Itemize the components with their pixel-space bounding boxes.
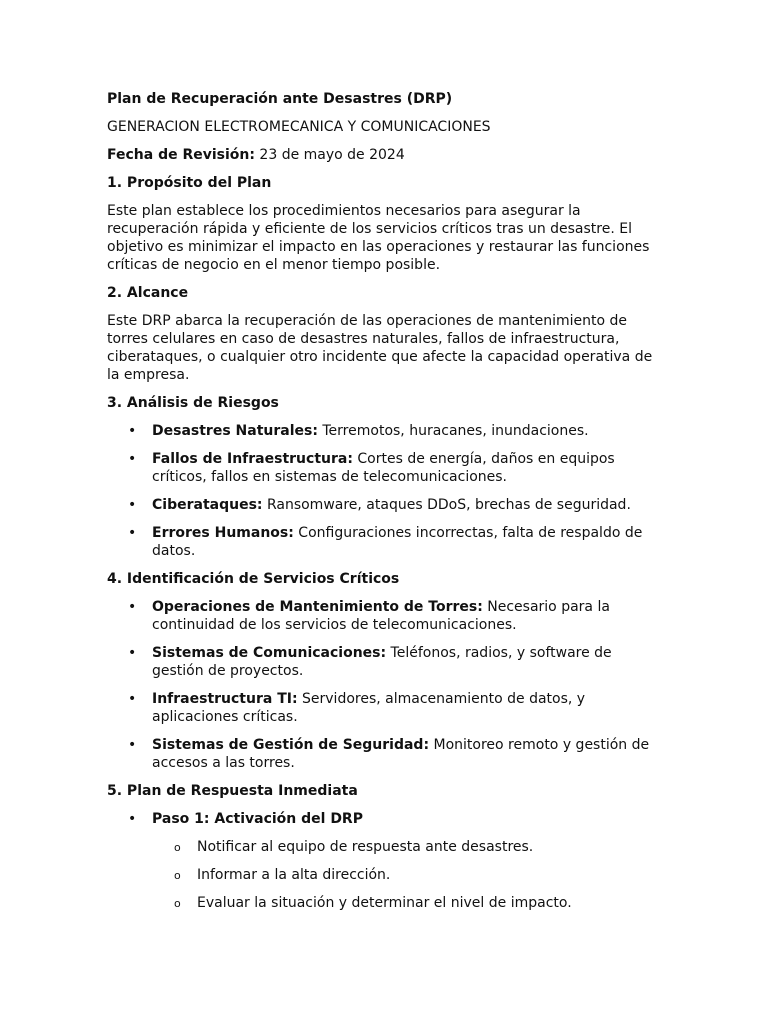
section-scope-body: Este DRP abarca la recuperación de las operaciones de mantenimiento de torres celulares en caso de desastres naturales, fallos de infraestructura, ciberataques, o cualquier otro incidente que afecte la capacidad operativa de la empresa.	[107, 313, 653, 383]
list-item	[152, 810, 667, 912]
risk-text: Ransomware, ataques DDoS, brechas de seguridad.	[262, 497, 631, 513]
list-item: o Informar a la alta dirección.	[197, 866, 667, 884]
response-steps-list	[107, 810, 667, 912]
risks-list	[107, 422, 667, 560]
service-label: Operaciones de Mantenimiento de Torres:	[152, 599, 483, 615]
list-item	[152, 598, 667, 634]
service-label: Infraestructura TI:	[152, 691, 298, 707]
list-item	[152, 450, 667, 486]
critical-services-list	[107, 598, 667, 772]
service-text: Teléfonos, radios, y software de gestión de proyectos.	[152, 645, 612, 679]
list-item	[152, 736, 667, 772]
section-risks-title: 3. Análisis de Riesgos	[107, 395, 279, 411]
service-text: Necesario para la continuidad de los servicios de telecomunicaciones.	[152, 599, 610, 633]
document-title: Plan de Recuperación ante Desastres (DRP)	[107, 91, 453, 107]
section-critical-title: 4. Identificación de Servicios Críticos	[107, 571, 400, 587]
section-scope-title: 2. Alcance	[107, 285, 189, 301]
company-name: GENERACION ELECTROMECANICA Y COMUNICACIONES	[107, 119, 491, 135]
risk-label: Ciberataques:	[152, 497, 263, 513]
list-item	[152, 690, 667, 726]
revision-line	[107, 146, 667, 164]
service-text: Monitoreo remoto y gestión de accesos a las torres.	[152, 737, 650, 771]
revision-label: Fecha de Revisión:	[107, 147, 255, 163]
list-item: o Evaluar la situación y determinar el nivel de impacto.	[197, 894, 667, 912]
section-response-title: 5. Plan de Respuesta Inmediata	[107, 783, 358, 799]
list-item: o Notificar al equipo de respuesta ante desastres.	[197, 838, 667, 856]
risk-label: Fallos de Infraestructura:	[152, 451, 353, 467]
list-item	[152, 422, 667, 440]
service-text: Servidores, almacenamiento de datos, y aplicaciones críticas.	[152, 691, 586, 725]
service-label: Sistemas de Comunicaciones:	[152, 645, 387, 661]
risk-text: Configuraciones incorrectas, falta de respaldo de datos.	[152, 525, 643, 559]
step-substeps-list	[152, 838, 667, 912]
section-purpose-body: Este plan establece los procedimientos necesarios para asegurar la recuperación rápida y eficiente de los servicios críticos tras un desastre. El objetivo es minimizar el impacto en las operaciones y restaurar las funciones críticas de negocio en el menor tiempo posible.	[107, 203, 650, 273]
revision-date: 23 de mayo de 2024	[254, 147, 405, 163]
section-purpose-title: 1. Propósito del Plan	[107, 175, 272, 191]
list-item	[152, 644, 667, 680]
list-item	[152, 496, 667, 514]
risk-text: Terremotos, huracanes, inundaciones.	[317, 423, 589, 439]
risk-label: Errores Humanos:	[152, 525, 294, 541]
risk-text: Cortes de energía, daños en equipos críticos, fallos en sistemas de telecomunicaciones.	[152, 451, 615, 485]
document-content	[107, 90, 667, 922]
service-label: Sistemas de Gestión de Seguridad:	[152, 737, 430, 753]
risk-label: Desastres Naturales:	[152, 423, 318, 439]
list-item	[152, 524, 667, 560]
step-title: Paso 1: Activación del DRP	[152, 811, 363, 827]
